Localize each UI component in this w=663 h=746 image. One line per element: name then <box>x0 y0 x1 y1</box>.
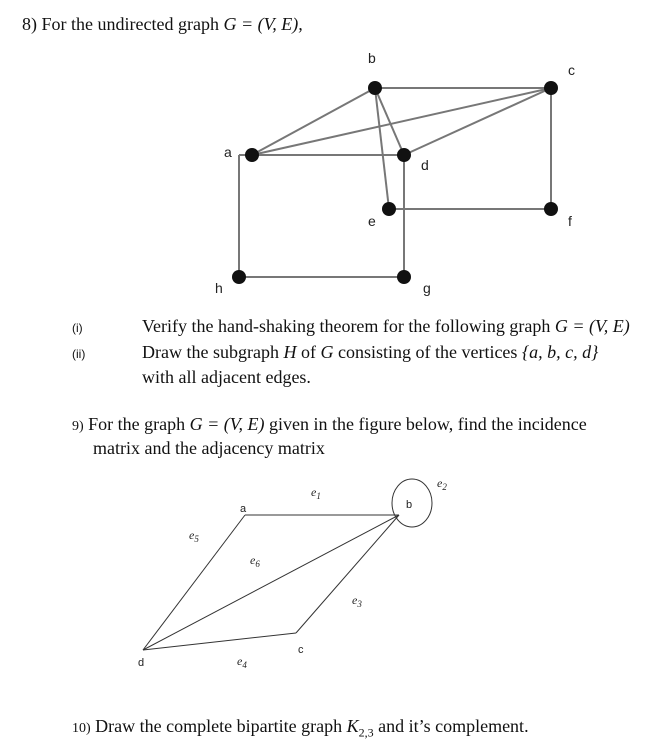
label-a: a <box>224 144 232 160</box>
vertex-c <box>544 81 558 95</box>
label-b: b <box>368 50 376 66</box>
q9-label-d: d <box>138 657 145 669</box>
label-f: f <box>568 213 572 229</box>
q8-part-i-text: Verify the hand-shaking theorem for the following graph G = (V, E) <box>142 316 630 336</box>
edge-label-e1: $e_1$ <box>311 485 321 501</box>
q10-number: 10) <box>72 721 91 736</box>
label-d: d <box>421 157 429 173</box>
label-e: e <box>368 213 376 229</box>
q8-part-ii-label: (ii) <box>72 347 86 361</box>
q8-text: For the undirected graph <box>41 14 219 34</box>
edge-label-e5: $e_5$ <box>189 528 199 544</box>
edge-label-e2: $e_2$ <box>437 476 447 492</box>
edge-e4 <box>143 633 296 650</box>
label-g: g <box>423 280 431 296</box>
edge-a-c <box>252 88 551 155</box>
q8-number: 8) <box>22 14 37 34</box>
vertex-a <box>245 148 259 162</box>
q10-heading: 10) Draw the complete bipartite graph $K_{2,3}$ and it’s complement. <box>72 716 529 740</box>
label-c: c <box>568 62 575 78</box>
q8-expr: G = (V, E), <box>223 14 303 34</box>
edge-label-e6: $e_6$ <box>250 553 260 569</box>
q9-heading: 9) For the graph G = (V, E) given in the figure below, find the incidence <box>72 414 587 434</box>
edge-d-c <box>404 88 551 155</box>
vertex-d <box>397 148 411 162</box>
q9-label-c: c <box>298 644 304 656</box>
edge-a-b <box>252 88 375 155</box>
q8-edges <box>239 88 551 277</box>
q8-part-ii-line2: with all adjacent edges. <box>142 367 311 387</box>
q8-vertices <box>232 81 558 284</box>
vertex-h <box>232 270 246 284</box>
vertex-b <box>368 81 382 95</box>
q9-label-a: a <box>240 503 247 515</box>
q8-part-i-label: (i) <box>72 321 83 335</box>
edge-label-e3: $e_3$ <box>352 593 362 609</box>
vertex-e <box>382 202 396 216</box>
q9-edges <box>143 479 432 650</box>
edge-e3 <box>296 515 399 633</box>
vertex-f <box>544 202 558 216</box>
label-h: h <box>215 280 223 296</box>
q9-label-b: b <box>406 499 413 511</box>
edge-e6 <box>143 515 399 650</box>
q9-line2: matrix and the adjacency matrix <box>93 438 325 458</box>
edge-label-e4: $e_4$ <box>237 654 247 670</box>
vertex-g <box>397 270 411 284</box>
q8-part-ii-text: Draw the subgraph H of G consisting of the vertices {a, b, c, d} <box>142 342 599 362</box>
q9-number: 9) <box>72 419 84 434</box>
